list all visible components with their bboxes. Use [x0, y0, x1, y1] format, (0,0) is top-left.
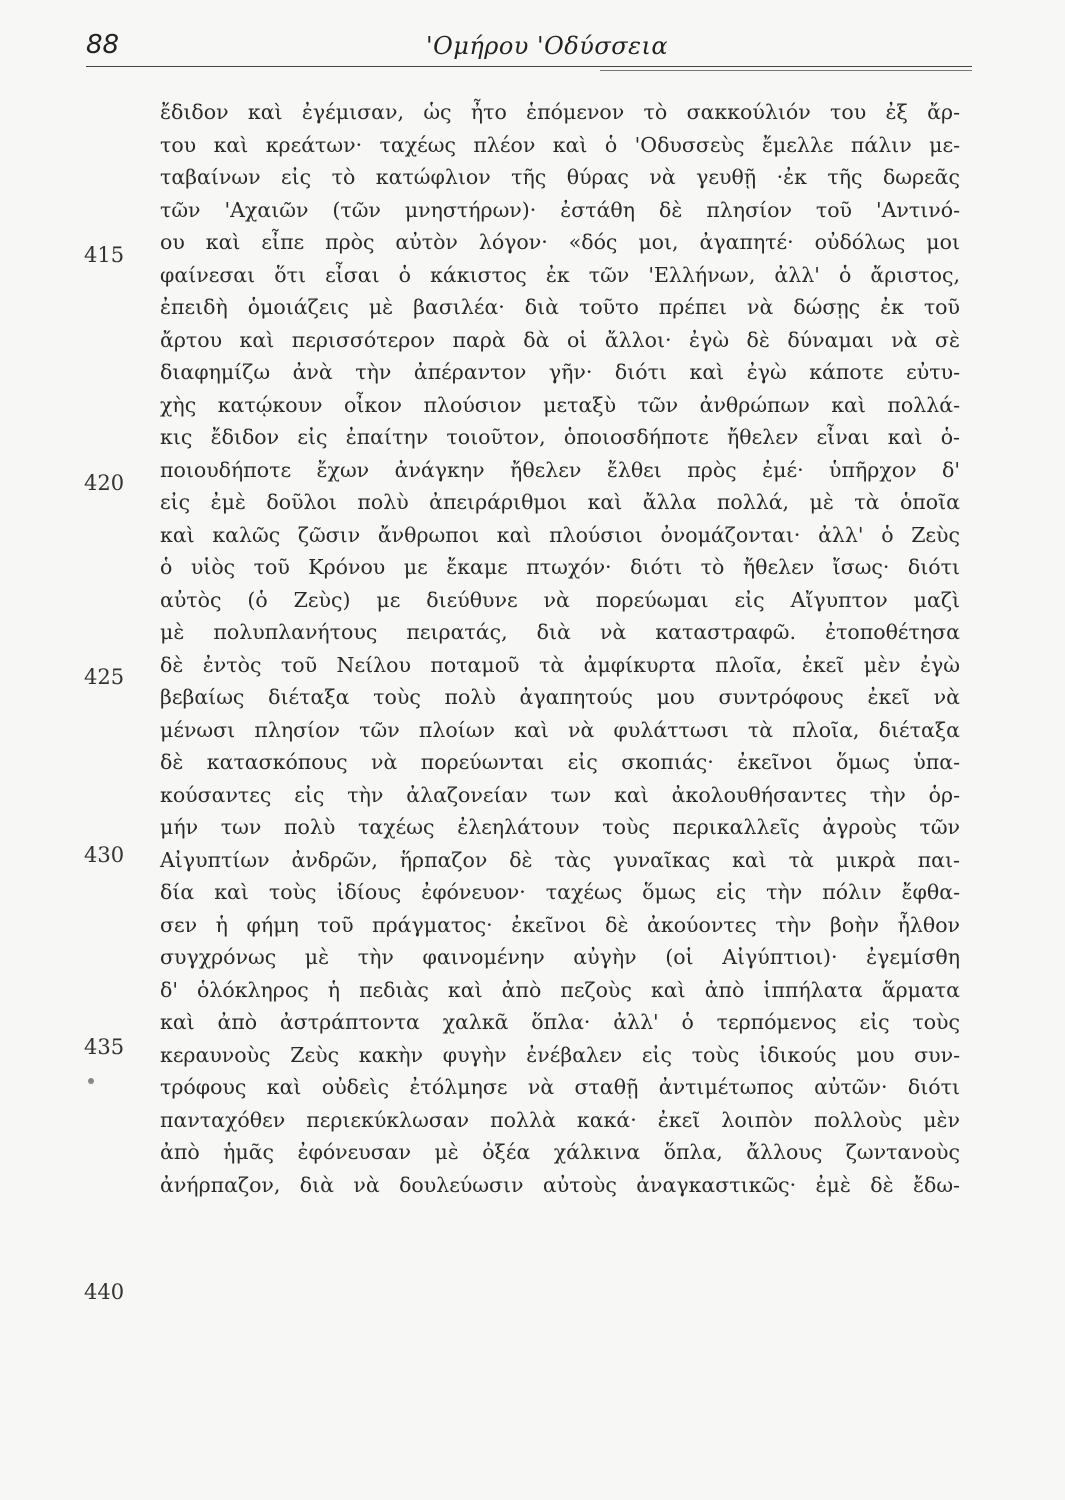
text-line: κούσαντες εἰς τὴν ἀλαζονείαν των καὶ ἀκολουθήσαντες τὴν ὁρ- — [160, 782, 960, 807]
line-number-415: 415 — [84, 243, 125, 267]
text-line: εἰς ἐμὲ δοῦλοι πολὺ ἀπειράριθμοι καὶ ἄλλα πολλά, μὲ τὰ ὁποῖα — [160, 490, 960, 514]
header-rule-secondary — [600, 70, 972, 71]
page-header — [86, 30, 972, 66]
page-number: 88 — [86, 30, 120, 60]
text-line: ἄρτου καὶ περισσότερον παρὰ δὰ οἱ ἄλλοι· ἐγὼ δὲ δύναμαι νὰ σὲ — [160, 327, 960, 352]
line-number-420: 420 — [84, 471, 125, 495]
text-line: δ' ὁλόκληρος ἡ πεδιὰς καὶ ἀπὸ πεζοὺς καὶ ἀπὸ ἱππήλατα ἅρματα — [160, 977, 960, 1002]
text-line: κεραυνοὺς Ζεὺς κακὴν φυγὴν ἐνέβαλεν εἰς τοὺς ἰδικούς μου συν- — [160, 1042, 960, 1067]
text-line: πανταχόθεν περιεκύκλωσαν πολλὰ κακά· ἐκεῖ λοιπὸν πολλοὺς μὲν — [160, 1107, 960, 1132]
text-line: δία καὶ τοὺς ἰδίους ἐφόνευον· ταχέως ὅμως εἰς τὴν πόλιν ἔφθα- — [160, 880, 960, 904]
text-line: χὴς κατῴκουν οἶκον πλούσιον μεταξὺ τῶν ἀνθρώπων καὶ πολλά- — [160, 392, 960, 417]
text-line: ὁ υἱὸς τοῦ Κρόνου με ἔκαμε πτωχόν· διότι τὸ ἤθελεν ἴσως· διότι — [160, 555, 960, 579]
body-text — [160, 96, 960, 1201]
text-line: καὶ καλῶς ζῶσιν ἄνθρωποι καὶ πλούσιοι ὀνομάζονται· ἀλλ' ὁ Ζεὺς — [160, 522, 960, 547]
text-line: συγχρόνως μὲ τὴν φαινομένην αὐγὴν (οἱ Αἰγύπτιοι)· ἐγεμίσθη — [160, 945, 960, 969]
text-line: μένωσι πλησίον τῶν πλοίων καὶ νὰ φυλάττωσι τὰ πλοῖα, διέταξα — [160, 717, 960, 742]
margin-dot — [88, 1078, 94, 1084]
text-line: βεβαίως διέταξα τοὺς πολὺ ἀγαπητούς μου συντρόφους ἐκεῖ νὰ — [160, 685, 960, 709]
text-line: μὲ πολυπλανήτους πειρατάς, διὰ νὰ καταστραφῶ. ἐτοποθέτησα — [160, 620, 960, 644]
line-number-430: 430 — [84, 843, 125, 867]
line-number-440: 440 — [84, 1280, 125, 1304]
text-line: σεν ἡ φήμη τοῦ πράγματος· ἐκεῖνοι δὲ ἀκούοντες τὴν βοὴν ἦλθον — [160, 912, 960, 937]
text-line: φαίνεσαι ὅτι εἶσαι ὁ κάκιστος ἐκ τῶν 'Ελλήνων, ἀλλ' ὁ ἄριστος, — [160, 262, 960, 287]
text-line: τῶν 'Αχαιῶν (τῶν μνηστήρων)· ἐστάθη δὲ πλησίον τοῦ 'Αντινό- — [160, 197, 960, 222]
text-line: Αἰγυπτίων ἀνδρῶν, ἥρπαζον δὲ τὰς γυναῖκας καὶ τὰ μικρὰ παι- — [160, 847, 960, 872]
running-title: 'Ομήρου 'Οδύσσεια — [426, 32, 669, 60]
text-line: καὶ ἀπὸ ἀστράπτοντα χαλκᾶ ὅπλα· ἀλλ' ὁ τερπόμενος εἰς τοὺς — [160, 1010, 960, 1034]
text-line: κις ἔδιδον εἰς ἐπαίτην τοιοῦτον, ὁποιοσδήποτε ἤθελεν εἶναι καὶ ὁ- — [160, 425, 960, 449]
text-line: του καὶ κρεάτων· ταχέως πλέον καὶ ὁ 'Οδυσσεὺς ἔμελλε πάλιν με- — [160, 132, 960, 157]
text-line: τρόφους καὶ οὐδεὶς ἐτόλμησε νὰ σταθῇ ἀντιμέτωπος αὐτῶν· διότι — [160, 1075, 960, 1099]
text-line: δὲ ἐντὸς τοῦ Νείλου ποταμοῦ τὰ ἀμφίκυρτα πλοῖα, ἐκεῖ μὲν ἐγὼ — [160, 652, 960, 677]
text-line: ταβαίνων εἰς τὸ κατώφλιον τῆς θύρας νὰ γευθῇ ·ἐκ τῆς δωρεᾶς — [160, 165, 960, 189]
text-line: μήν των πολὺ ταχέως ἐλεηλάτουν τοὺς περικαλλεῖς ἀγροὺς τῶν — [160, 815, 960, 839]
text-line: διαφημίζω ἀνὰ τὴν ἀπέραντον γῆν· διότι καὶ ἐγὼ κάποτε εὐτυ- — [160, 360, 960, 384]
line-number-435: 435 — [84, 1035, 125, 1059]
text-line: ἀνήρπαζον, διὰ νὰ δουλεύωσιν αὐτοὺς ἀναγκαστικῶς· ἐμὲ δὲ ἔδω- — [160, 1172, 960, 1197]
text-line: ἔδιδον καὶ ἐγέμισαν, ὡς ἦτο ἑπόμενον τὸ σακκούλιόν του ἐξ ἄρ- — [160, 100, 960, 124]
header-rule — [86, 66, 972, 67]
text-line: ου καὶ εἶπε πρὸς αὐτὸν λόγον· «δός μοι, ἀγαπητέ· οὐδόλως μοι — [160, 230, 960, 254]
line-number-425: 425 — [84, 665, 125, 689]
text-line: ἐπειδὴ ὁμοιάζεις μὲ βασιλέα· διὰ τοῦτο πρέπει νὰ δώσῃς ἐκ τοῦ — [160, 295, 960, 319]
text-line: ἀπὸ ἡμᾶς ἐφόνευσαν μὲ ὀξέα χάλκινα ὅπλα, ἄλλους ζωντανοὺς — [160, 1140, 960, 1164]
text-line: δὲ κατασκόπους νὰ πορεύωνται εἰς σκοπιάς· ἐκεῖνοι ὅμως ὑπα- — [160, 750, 960, 774]
text-line: αὐτὸς (ὁ Ζεὺς) με διεύθυνε νὰ πορεύωμαι εἰς Αἴγυπτον μαζὶ — [160, 587, 960, 612]
text-line: ποιουδήποτε ἔχων ἀνάγκην ἤθελεν ἔλθει πρὸς ἐμέ· ὑπῆρχον δ' — [160, 457, 960, 482]
